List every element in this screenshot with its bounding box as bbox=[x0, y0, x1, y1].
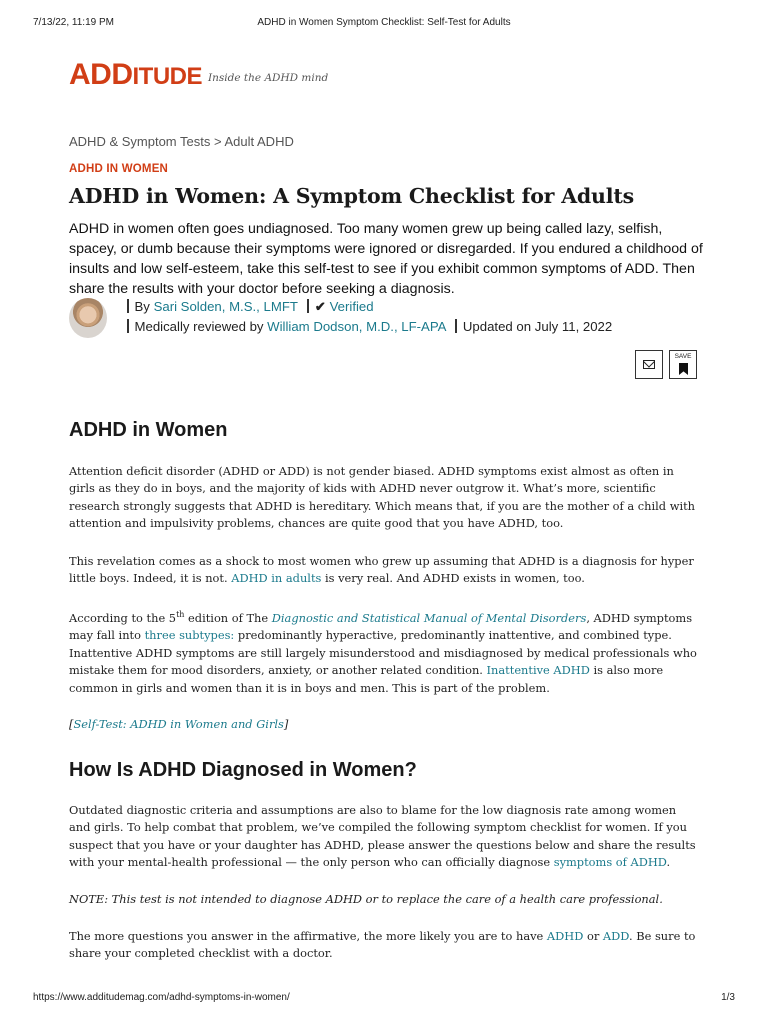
logo-wordmark: ADDITUDE bbox=[69, 58, 202, 91]
reviewed-by-label: Medically reviewed by bbox=[134, 319, 264, 334]
print-header bbox=[33, 17, 735, 31]
email-share-button[interactable] bbox=[635, 350, 663, 379]
divider bbox=[127, 299, 129, 313]
verified-check-icon: ✔ bbox=[314, 299, 326, 314]
divider bbox=[455, 319, 457, 333]
breadcrumb bbox=[69, 134, 294, 149]
verified-link[interactable]: Verified bbox=[329, 299, 374, 314]
divider bbox=[127, 319, 129, 333]
author-avatar bbox=[69, 298, 107, 338]
print-url: https://www.additudemag.com/adhd-symptoms-in-women/ bbox=[33, 992, 290, 1003]
adhd-link[interactable]: ADHD bbox=[546, 929, 584, 943]
inattentive-adhd-link[interactable]: Inattentive ADHD bbox=[486, 663, 590, 678]
bookmark-icon bbox=[679, 363, 688, 375]
reviewer-link[interactable]: William Dodson, M.D., LF-APA bbox=[267, 319, 446, 334]
self-test-link[interactable]: Self-Test: ADHD in Women and Girls bbox=[73, 717, 284, 731]
adhd-in-adults-link[interactable]: ADHD in adults bbox=[231, 571, 322, 586]
author-link[interactable]: Sari Solden, M.S., LMFT bbox=[153, 299, 298, 314]
paragraph: Attention deficit disorder (ADHD or ADD) is not gender biased. ADHD symptoms exist almost as often in girls as they do in boys, and the majority of kids with ADHD never outgrow it. What’s more, scientific research strongly suggests that ADHD is hereditary. Which means that, if you are the mother of a child with attention and impulsivity problems, chances are quite good that you have ADHD, too. bbox=[69, 464, 696, 531]
breadcrumb-separator: > bbox=[213, 134, 222, 149]
by-label: By bbox=[134, 299, 150, 314]
logo-tagline: Inside the ADHD mind bbox=[208, 72, 329, 84]
save-label: SAVE bbox=[674, 353, 692, 360]
print-page-title: ADHD in Women Symptom Checklist: Self-Test for Adults bbox=[257, 17, 511, 28]
print-datetime: 7/13/22, 11:19 PM bbox=[33, 17, 114, 28]
paragraph: This revelation comes as a shock to most women who grew up assuming that ADHD is a diagnosis for hyper little boys. Indeed, it is not. ADHD in adults is very real. And ADHD exists in women, too. bbox=[69, 554, 694, 586]
dsm-link[interactable]: Diagnostic and Statistical Manual of Mental Disorders bbox=[271, 611, 587, 625]
add-link[interactable]: ADD bbox=[602, 929, 629, 943]
envelope-icon bbox=[643, 360, 655, 369]
author-block bbox=[69, 297, 709, 343]
paragraph: According to the 5th edition of The Diagnostic and Statistical Manual of Mental Disorders, ADHD symptoms may fall into three subtypes: predominantly hyperactive, predominantly inattentive, and combined type. Inattentive ADHD symptoms are still largely misunderstood and misdiagnosed by medical professionals who mistake them for mood disorders, anxiety, or another related condition. Inattentive ADHD is also more common in girls and women than it is in boys and men. This is part of the problem. bbox=[69, 610, 697, 695]
section-heading-adhd-in-women: ADHD in Women bbox=[69, 419, 228, 441]
breadcrumb-item-tests[interactable]: ADHD & Symptom Tests bbox=[69, 134, 211, 149]
breadcrumb-item-adult-adhd[interactable]: Adult ADHD bbox=[224, 134, 294, 149]
section-heading-diagnosis: How Is ADHD Diagnosed in Women? bbox=[69, 759, 417, 781]
symptoms-of-adhd-link[interactable]: symptoms of ADHD bbox=[553, 855, 667, 870]
site-logo[interactable] bbox=[69, 58, 328, 92]
byline bbox=[121, 297, 612, 337]
three-subtypes-link[interactable]: three subtypes: bbox=[144, 628, 235, 643]
category-kicker[interactable]: ADHD IN WOMEN bbox=[69, 163, 169, 175]
page-title: ADHD in Women: A Symptom Checklist for Adults bbox=[69, 184, 634, 208]
divider bbox=[307, 299, 309, 313]
paragraph: Outdated diagnostic criteria and assumptions are also to blame for the low diagnosis rate among women and girls. To help combat that problem, we’ve compiled the following symptom checklist for women. If you suspect that you have or your daughter has ADHD, please answer the questions below and share the results with your mental-health professional — the only person who can officially diagnose symptoms of ADHD. bbox=[69, 803, 696, 870]
updated-date: Updated on July 11, 2022 bbox=[462, 319, 613, 334]
paragraph: [Self-Test: ADHD in Women and Girls] bbox=[69, 717, 289, 731]
save-button[interactable] bbox=[669, 350, 697, 379]
note: NOTE: This test is not intended to diagnose ADHD or to replace the care of a health care professional. bbox=[69, 892, 663, 906]
print-page-number: 1/3 bbox=[721, 992, 735, 1003]
article-dek: ADHD in women often goes undiagnosed. Too many women grew up being called lazy, selfish, spacey, or dumb because their symptoms were ignored or disregarded. If you endured a childhood of insults and low self-esteem, take this self-test to see if you exhibit common symptoms of ADD. Then share the results with your doctor before seeking a diagnosis. bbox=[69, 221, 703, 297]
paragraph: The more questions you answer in the affirmative, the more likely you are to have ADHD or ADD. Be sure to share your completed checklist with a doctor. bbox=[69, 929, 696, 961]
